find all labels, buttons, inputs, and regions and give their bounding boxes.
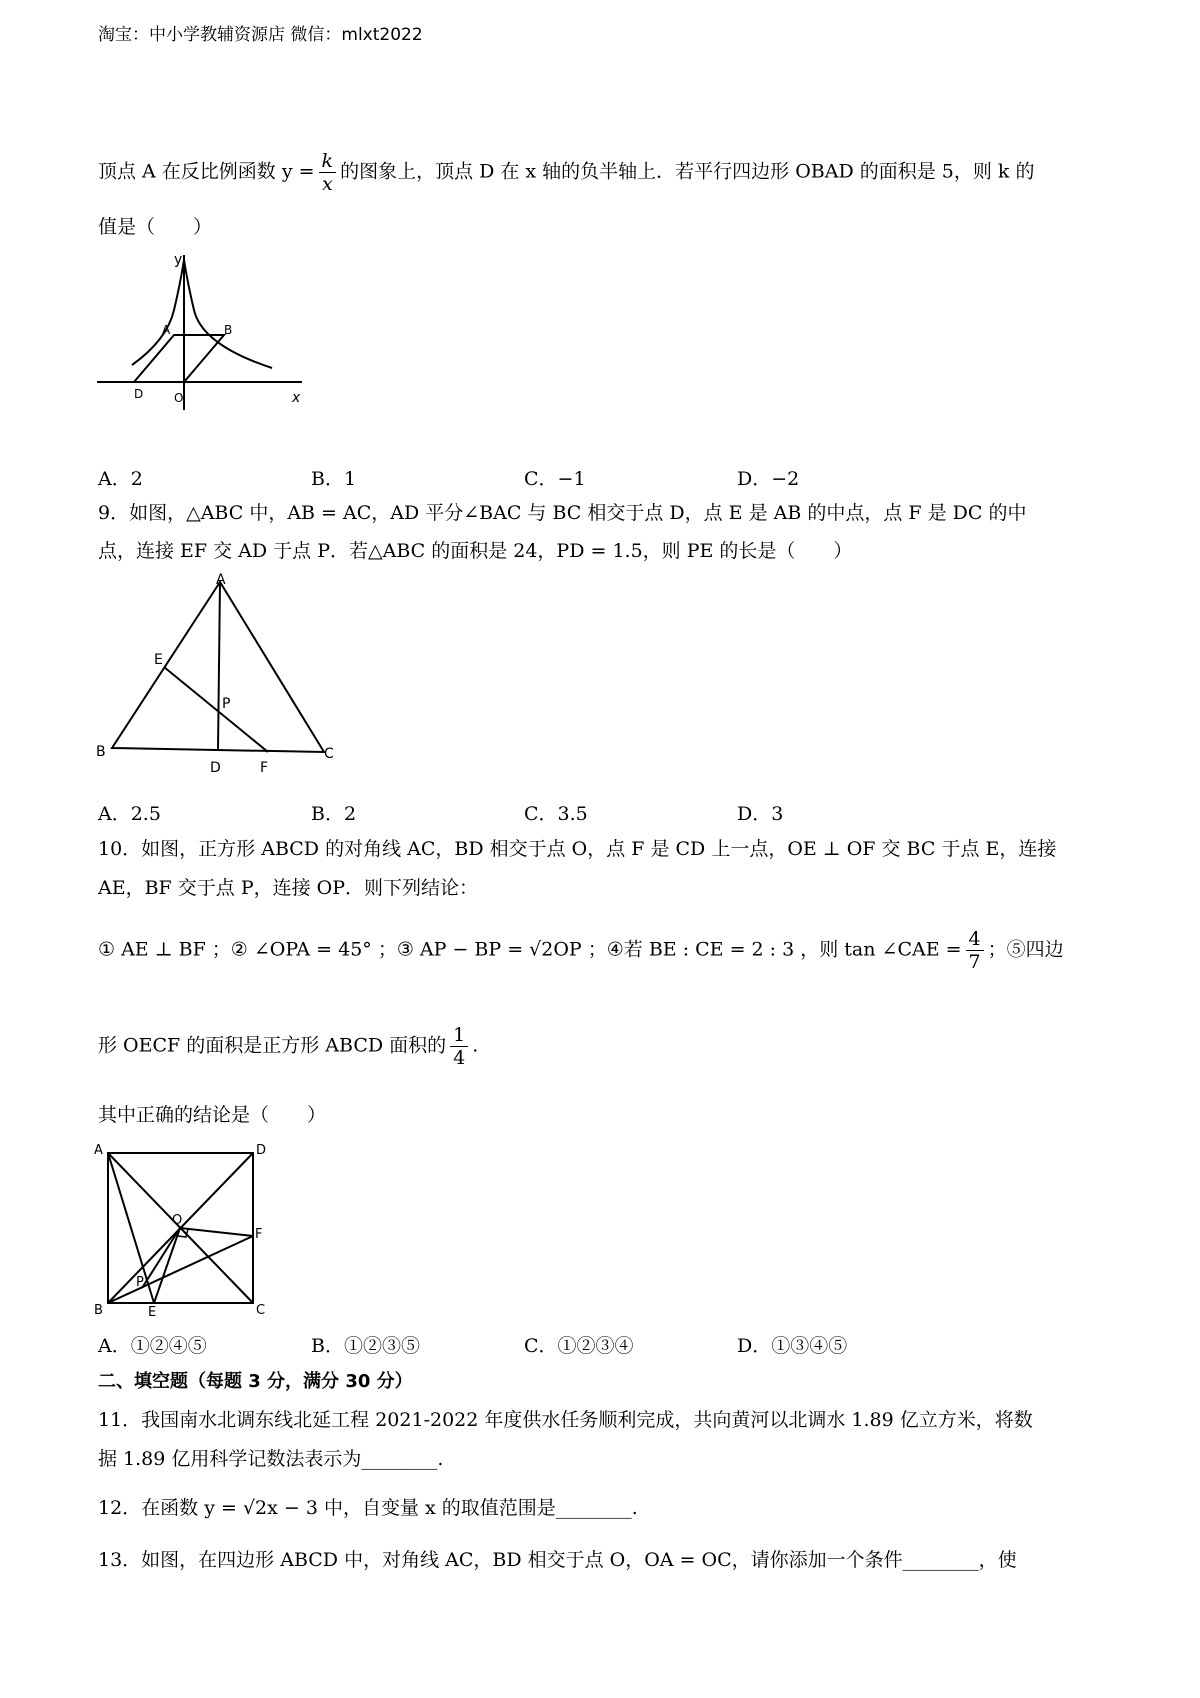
q8-option-c: C．−1 [524, 468, 586, 490]
q10-segment-BF [108, 1236, 253, 1303]
q10-label-D: D [256, 1143, 267, 1158]
q10-line1: 10．如图，正方形 ABCD 的对角线 AC，BD 相交于点 O，点 F 是 CD 上一点，OE ⊥ OF 交 BC 于点 E，连接 [98, 838, 1057, 860]
q8-text-pre: 顶点 A 在反比例函数 y = [98, 160, 315, 183]
q10-option-c: C．①②③④ [524, 1335, 634, 1357]
q9-option-c: C．3.5 [524, 803, 588, 825]
q9-segment-AD [218, 582, 220, 750]
q10-option-d: D．①③④⑤ [737, 1335, 848, 1357]
q9-figure [92, 572, 352, 787]
q10-line3-post: ；⑤四边 [987, 938, 1064, 961]
q9-segment-EF [164, 667, 268, 752]
q8-parallelogram [134, 335, 224, 382]
q9-option-d: D．3 [737, 803, 784, 825]
q9-option-b: B．2 [311, 803, 357, 825]
section-2-heading: 二、填空题（每题 3 分，满分 30 分） [98, 1371, 413, 1392]
q8-label-A: A [162, 323, 171, 337]
q8-fraction [319, 150, 337, 195]
q12-line: 12．在函数 y = √2x − 3 中，自变量 x 的取值范围是________. [98, 1497, 638, 1519]
q9-label-D: D [210, 760, 221, 776]
q10-line3 [98, 928, 1064, 973]
q9-option-a: A．2.5 [98, 803, 161, 825]
q10-fraction-2 [450, 1024, 468, 1069]
q9-label-C: C [324, 746, 334, 762]
q9-label-F: F [260, 760, 269, 776]
q8-line1 [98, 150, 1034, 195]
q10-line4-pre: 形 OECF 的面积是正方形 ABCD 面积的 [98, 1034, 447, 1057]
q9-label-E: E [154, 652, 163, 668]
q8-label-O: O [174, 391, 184, 405]
q8-label-D: D [134, 387, 144, 401]
q8-label-B: B [224, 323, 233, 337]
q8-label-x: x [292, 390, 301, 406]
q10-label-C: C [256, 1303, 266, 1318]
q10-frac1-num: 4 [966, 928, 984, 951]
q10-label-E: E [148, 1305, 157, 1318]
q10-line5: 其中正确的结论是（ ） [98, 1104, 327, 1126]
q10-option-a: A．①②④⑤ [98, 1335, 207, 1357]
q10-figure [92, 1138, 277, 1318]
q10-option-b: B．①②③⑤ [311, 1335, 420, 1357]
q10-frac2-num: 1 [450, 1024, 468, 1047]
q10-frac1-den: 7 [968, 951, 981, 973]
page-header: 淘宝：中小学教辅资源店 微信：mlxt2022 [98, 25, 423, 45]
q9-line1: 9．如图，△ABC 中，AB = AC，AD 平分∠BAC 与 BC 相交于点 D，点 E 是 AB 的中点，点 F 是 DC 的中 [98, 502, 1027, 524]
q8-figure [92, 250, 312, 420]
q9-label-B: B [96, 744, 106, 760]
q8-option-b: B．1 [311, 468, 357, 490]
q8-label-y: y [174, 252, 183, 268]
q10-segment-OF [180, 1228, 253, 1236]
q10-label-B: B [94, 1303, 103, 1318]
q10-frac2-den: 4 [453, 1047, 466, 1069]
q10-line4 [98, 1024, 478, 1069]
q9-label-P: P [222, 696, 231, 712]
q10-line3-pre: ① AE ⊥ BF ；② ∠OPA = 45° ；③ AP − BP = √2OP ；④若 BE : CE = 2 : 3 ，则 tan ∠CAE = [98, 938, 962, 961]
q8-frac-num: k [319, 150, 337, 173]
q8-left-curve [132, 260, 184, 365]
q8-text-post: 的图象上，顶点 D 在 x 轴的负半轴上．若平行四边形 OBAD 的面积是 5，则 k 的 [340, 160, 1035, 183]
q10-segment-OE [154, 1228, 180, 1303]
q11-line1: 11．我国南水北调东线北延工程 2021-2022 年度供水任务顺利完成，共向黄河以北调水 1.89 亿立方米，将数 [98, 1409, 1033, 1431]
q10-fraction-1 [966, 928, 984, 973]
q10-label-A: A [94, 1143, 103, 1158]
q8-right-curve [184, 260, 272, 368]
q13-line: 13．如图，在四边形 ABCD 中，对角线 AC，BD 相交于点 O，OA = OC，请你添加一个条件________，使 [98, 1549, 1017, 1571]
q10-label-P: P [136, 1275, 144, 1290]
q8-option-d: D．−2 [737, 468, 800, 490]
q11-line2: 据 1.89 亿用科学记数法表示为________. [98, 1448, 444, 1470]
q9-line2: 点，连接 EF 交 AD 于点 P．若△ABC 的面积是 24，PD = 1.5，则 PE 的长是（ ） [98, 540, 853, 562]
q8-line2: 值是（ ） [98, 216, 213, 238]
q9-label-A: A [216, 572, 226, 588]
q8-option-a: A．2 [98, 468, 143, 490]
q10-label-O: O [172, 1213, 183, 1228]
q10-label-F: F [255, 1227, 263, 1242]
q10-line2: AE，BF 交于点 P，连接 OP．则下列结论： [98, 877, 479, 899]
q8-frac-den: x [321, 173, 333, 195]
q10-line4-post: . [472, 1034, 479, 1057]
